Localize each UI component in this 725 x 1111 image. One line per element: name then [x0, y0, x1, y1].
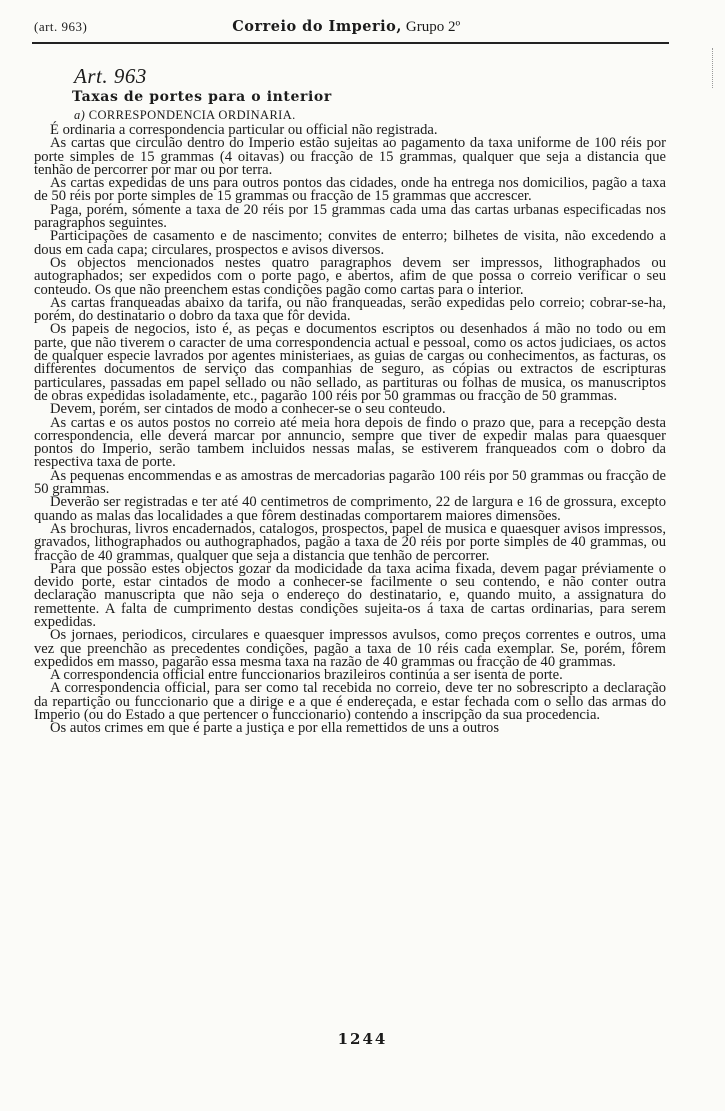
paragraph: É ordinaria a correspondencia particular ou official não registrada.: [50, 122, 438, 138]
paragraph: Os objectos mencionados nestes quatro paragraphos devem ser impressos, lithographados ou autographados; ser expedidos com o porte pago, e abertos, afim de que possa o correio verificar o seu conteudo. Os que não preenchem estas condições pagão como cartas para o interior.: [34, 254, 666, 298]
paragraph: Os jornaes, periodicos, circulares e quaesquer impressos avulsos, como preços correntes e outros, uma vez que preenchão as precedentes condições, pagão a taxa de 10 réis cada exemplar. Se, porém, fôrem expedidos em masso, pagarão essa mesma taxa na razão de 40 grammas ou fracção de 40 grammas.: [34, 627, 666, 670]
paragraph: As cartas franqueadas abaixo da tarifa, ou não franqueadas, serão expedidas pelo correio; cobrar-se-ha, porém, do destinatario o dobro da taxa que fôr devida.: [34, 294, 666, 325]
paragraph: Os autos crimes em que é parte a justiça e por ella remettidos de uns a outros: [50, 720, 500, 737]
paragraph: As cartas que circulão dentro do Imperio estão sujeitas ao pagamento da taxa uniforme de 100 réis por porte simples de 15 grammas (4 oitavas) ou fracção de 15 grammas, qualquer que seja a distancia que tenhão de percorrer por mar ou por terra.: [34, 135, 666, 178]
paragraph: Devem, porém, ser cintados de modo a conhecer-se o seu conteudo.: [50, 401, 446, 418]
header-article-ref: (art. 963): [34, 19, 88, 34]
article-title: Taxas de portes para o interior: [72, 89, 332, 105]
header-title-bold: Correio do Imperio,: [232, 18, 402, 35]
article-number: Art. 963: [74, 64, 147, 88]
paragraph: A correspondencia official entre funccionarios brazileiros continúa a ser isenta de porte.: [50, 667, 563, 684]
subheading-label: a): [74, 108, 86, 122]
paragraph: As cartas e os autos postos no correio até meia hora depois de findo o prazo que, para a recepção desta correspondencia, elle deverá marcar por annuncio, sempre que tiver de expedir malas para quaesquer pontos do Imperio, serão tambem incluidos nessas malas, se estiverem franqueados com o dobro da respectiva taxa de porte.: [34, 414, 666, 471]
paragraph: As pequenas encommendas e as amostras de mercadorias pagarão 100 réis por 50 grammas ou fracção de 50 grammas.: [34, 467, 666, 498]
paragraph: As brochuras, livros encadernados, catalogos, prospectos, papel de musica e quaesquer avisos impressos, gravados, lithographados ou authographados, pagão a taxa de 20 réis por porte simples de 40 grammas, ou fracção de 40 grammas, qualquer que seja a distancia que tenhão de percorrer.: [34, 520, 666, 564]
paragraph: Paga, porém, sómente a taxa de 20 réis por 15 grammas cada uma das cartas urbanas especificadas nos paragraphos seguintes.: [34, 201, 666, 232]
header-rule: [32, 42, 669, 44]
article-subheading: [74, 108, 296, 123]
header-title: [232, 18, 460, 36]
paragraph: Deverão ser registradas e ter até 40 centimetros de comprimento, 22 de largura e 16 de grossura, excepto quando as malas das localidades a que fôrem destinadas comportarem maiores dimensões.: [34, 494, 666, 524]
running-header: [34, 18, 665, 40]
page-number: 1244: [337, 1030, 388, 1048]
paragraph: Os papeis de negocios, isto é, as peças e documentos escriptos ou desenhados á mão no todo ou em parte, que não tiverem o caracter de uma correspondencia actual e pessoal, como os actos judiciaes, os actos de qualquer especie lavrados por agentes ministeriaes, as guias de cargas ou conhecimentos, as facturas, os differentes documentos de serviço das companhias de seguro, as cópias ou extractos de escripturas particulares, passadas em papel sellado ou não sellado, as partituras ou folhas de musica, os manuscriptos de obras expedidas isoladamente, etc., pagarão 100 réis por 50 grammas ou fracção de 50 grammas.: [34, 321, 666, 404]
subheading-text: CORRESPONDENCIA ORDINARIA.: [88, 108, 296, 122]
paragraph: Para que possão estes objectos gozar da modicidade da taxa acima fixada, devem pagar préviamente o devido porte, estar cintados de modo a conhecer-se facilmente o seu contendo, e não conter outra declaração manuscripta que não seja o endereço do destinatario, e, quando muito, a assignatura do remettente. A falta de cumprimento destas condições sujeita-os á taxa de cartas ordinarias, para serem expedidas.: [34, 560, 666, 630]
paragraph: A correspondencia official, para ser como tal recebida no correio, deve ter no sobrescripto a declaração da repartição ou funccionario que a dirige e a que é endereçada, e estar fechada com o sello das armas do Imperio (ou do Estado a que pertencer o funccionario) contendo a inscripção da sua procedencia.: [34, 680, 666, 724]
margin-mark: [712, 48, 715, 88]
header-group: Grupo 2º: [405, 19, 461, 35]
paragraph: As cartas expedidas de uns para outros pontos das cidades, onde ha entrega nos domicilios, pagão a taxa de 50 réis por porte simples de 15 grammas ou fracção de 15 grammas que accrescer.: [34, 175, 666, 205]
article-body: [34, 124, 666, 736]
paragraph: Participações de casamento e de nascimento; convites de enterro; bilhetes de visita, não excedendo a dous em cada capa; circulares, prospectos e avisos diversos.: [34, 228, 666, 258]
